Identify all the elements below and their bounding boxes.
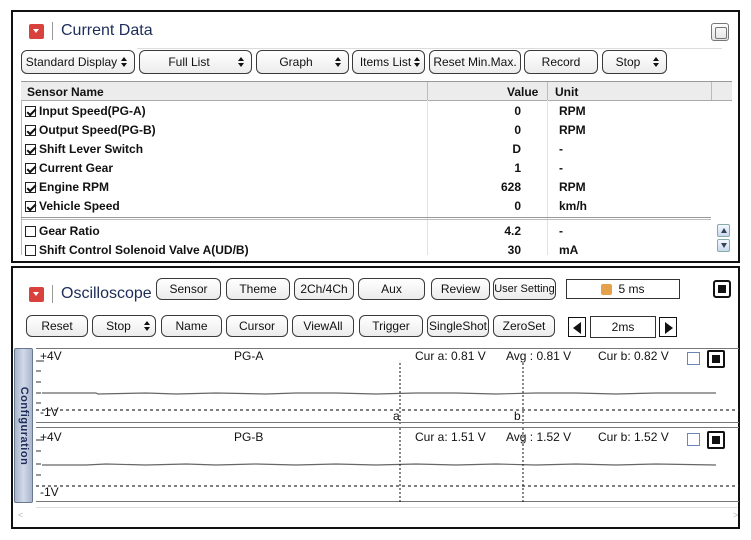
sensor-name: Output Speed(PG-B)	[39, 123, 156, 137]
cursor-b-reading: Cur b: 0.82 V	[598, 349, 669, 363]
sensor-name: Current Gear	[39, 161, 114, 175]
cursor-label: Cursor	[238, 319, 275, 333]
sensor-name: Engine RPM	[39, 180, 110, 194]
record-label: Record	[541, 55, 581, 69]
zero-set-button[interactable]	[493, 315, 555, 337]
channel-pg-b[interactable]	[36, 427, 739, 502]
graph-label: Graph	[279, 55, 313, 69]
cursor-a-reading: Cur a: 1.51 V	[415, 430, 486, 444]
cursor-b-reading: Cur b: 1.52 V	[598, 430, 669, 444]
sensor-table-header	[21, 81, 732, 101]
row-checkbox[interactable]	[25, 182, 36, 193]
cursor-button[interactable]	[226, 315, 288, 337]
stop-label: Stop	[106, 319, 131, 333]
current-data-header	[29, 22, 153, 40]
horizontal-scrollbar[interactable]	[18, 507, 739, 520]
scroll-right-icon[interactable]: >	[733, 510, 739, 520]
single-shot-label: SingleShot	[428, 319, 488, 333]
table-row[interactable]	[21, 222, 711, 241]
checked-group-divider	[21, 217, 711, 218]
sensor-unit: RPM	[559, 180, 586, 194]
items-list-label: Items List	[359, 55, 412, 69]
top-scale-label: +4V	[40, 430, 62, 444]
row-checkbox[interactable]	[25, 144, 36, 155]
channel-count-label: 2Ch/4Ch	[300, 282, 348, 296]
row-checkbox[interactable]	[25, 106, 36, 117]
review-label: Review	[440, 282, 481, 296]
checked-group-divider	[21, 219, 711, 220]
items-list-select[interactable]	[352, 50, 425, 74]
trigger-button[interactable]	[359, 315, 423, 337]
aux-label: Aux	[381, 282, 402, 296]
spin-icon	[335, 57, 341, 67]
stop-square-icon[interactable]	[713, 280, 731, 298]
cursor-b-marker[interactable]: b	[514, 409, 521, 423]
reset-min-max-label: Reset Min.Max.	[433, 55, 517, 69]
zero-set-label: ZeroSet	[502, 319, 546, 333]
reset-min-max-button[interactable]	[429, 50, 521, 74]
average-reading: Avg : 1.52 V	[506, 430, 572, 444]
sensor-unit: -	[559, 142, 563, 156]
title-underline	[137, 48, 722, 49]
spin-icon	[238, 57, 244, 67]
channel-name: PG-B	[234, 430, 264, 444]
sensor-name: Vehicle Speed	[39, 199, 120, 213]
collapse-red-icon[interactable]	[29, 287, 44, 302]
column-value[interactable]: Value	[507, 85, 539, 99]
scroll-down-icon[interactable]	[717, 239, 730, 252]
sensor-unit: -	[559, 224, 563, 238]
single-shot-button[interactable]	[427, 315, 489, 337]
row-checkbox[interactable]	[25, 163, 36, 174]
reset-button[interactable]	[26, 315, 88, 337]
stop-square-icon[interactable]	[707, 350, 725, 368]
oscilloscope-title: Oscilloscope	[61, 285, 152, 302]
reset-label: Reset	[41, 319, 73, 333]
sensor-name: Gear Ratio	[39, 224, 100, 238]
timer-icon	[601, 284, 612, 295]
title-separator	[52, 285, 53, 303]
cursor-a-marker[interactable]: a	[393, 409, 400, 423]
sensor-value: 0	[514, 104, 521, 118]
table-row[interactable]	[21, 159, 711, 178]
oscilloscope-header	[29, 285, 152, 303]
table-row[interactable]	[21, 121, 711, 140]
collapse-red-icon[interactable]	[29, 24, 44, 39]
sensor-name: Shift Control Solenoid Valve A(UD/B)	[39, 243, 249, 257]
column-divider	[547, 82, 548, 100]
column-sensor-name[interactable]: Sensor Name	[27, 85, 104, 99]
stop-select[interactable]	[92, 315, 156, 337]
table-scrollbar[interactable]	[717, 224, 730, 254]
standard-display-select[interactable]	[21, 50, 135, 74]
full-list-label: Full List	[168, 55, 210, 69]
row-checkbox[interactable]	[25, 226, 36, 237]
graph-select[interactable]	[256, 50, 349, 74]
full-list-select[interactable]	[139, 50, 252, 74]
name-button[interactable]	[161, 315, 222, 337]
sensor-name: Shift Lever Switch	[39, 142, 144, 156]
title-separator	[52, 22, 53, 40]
table-row[interactable]	[21, 140, 711, 159]
stop-square-icon[interactable]	[707, 431, 725, 449]
table-row[interactable]	[21, 102, 711, 121]
table-row[interactable]	[21, 178, 711, 197]
bottom-scale-label: -1V	[40, 485, 59, 499]
row-checkbox[interactable]	[25, 245, 36, 256]
column-divider	[711, 82, 712, 100]
sensor-value: 0	[514, 123, 521, 137]
scroll-left-icon[interactable]: <	[18, 510, 24, 520]
user-setting-label: User Setting	[494, 283, 555, 295]
view-all-label: ViewAll	[303, 319, 343, 333]
sensor-button[interactable]	[156, 278, 221, 300]
review-button[interactable]	[431, 278, 490, 300]
left-arrow-icon[interactable]	[568, 317, 586, 337]
top-scale-label: +4V	[40, 349, 62, 363]
sensor-label: Sensor	[169, 282, 208, 296]
column-divider	[427, 82, 428, 100]
user-setting-button[interactable]	[493, 278, 556, 300]
configuration-tab[interactable]	[14, 348, 33, 503]
zoom-display	[590, 316, 656, 338]
name-label: Name	[175, 319, 208, 333]
right-arrow-icon[interactable]	[659, 317, 677, 337]
sensor-value: 0	[514, 199, 521, 213]
sensor-unit: RPM	[559, 104, 586, 118]
sensor-unit: mA	[559, 243, 579, 257]
bottom-scale-label: -1V	[40, 405, 59, 419]
channel-count-button[interactable]	[294, 278, 354, 300]
sensor-value: 1	[514, 161, 521, 175]
theme-button[interactable]	[226, 278, 290, 300]
spin-icon	[414, 57, 420, 67]
channel-pg-a[interactable]	[36, 348, 739, 423]
scroll-up-icon[interactable]	[717, 224, 730, 237]
row-checkbox[interactable]	[25, 201, 36, 212]
theme-label: Theme	[239, 282, 277, 296]
channel-checkbox[interactable]	[687, 352, 700, 365]
period-value: 5 ms	[618, 282, 645, 296]
column-unit[interactable]: Unit	[555, 85, 579, 99]
table-row[interactable]	[21, 241, 711, 260]
maximize-icon[interactable]	[711, 23, 729, 41]
average-reading: Avg : 0.81 V	[506, 349, 572, 363]
standard-display-label: Standard Display	[25, 55, 118, 69]
trigger-label: Trigger	[372, 319, 410, 333]
record-button[interactable]	[524, 50, 598, 74]
channel-checkbox[interactable]	[687, 433, 700, 446]
sensor-name: Input Speed(PG-A)	[39, 104, 146, 118]
configuration-label: Configuration	[17, 386, 30, 465]
sensor-unit: km/h	[559, 199, 588, 213]
view-all-button[interactable]	[292, 315, 354, 337]
sensor-unit: -	[559, 161, 563, 175]
channel-name: PG-A	[234, 349, 264, 363]
aux-button[interactable]	[358, 278, 425, 300]
stop-label: Stop	[615, 55, 641, 69]
table-row[interactable]	[21, 197, 711, 216]
sensor-value: 628	[500, 180, 521, 194]
row-checkbox[interactable]	[25, 125, 36, 136]
zoom-value: 2ms	[611, 320, 635, 334]
current-data-title: Current Data	[61, 22, 153, 39]
sensor-value: D	[512, 142, 521, 156]
oscilloscope-panel	[11, 266, 740, 529]
cursor-a-reading: Cur a: 0.81 V	[415, 349, 486, 363]
spin-icon	[653, 57, 659, 67]
sensor-unit: RPM	[559, 123, 586, 137]
stop-select[interactable]	[602, 50, 667, 74]
spin-icon	[144, 321, 150, 331]
spin-icon	[121, 57, 127, 67]
period-display	[566, 279, 680, 299]
current-data-panel	[11, 10, 740, 263]
sensor-value: 30	[507, 243, 521, 257]
sensor-value: 4.2	[504, 224, 521, 238]
